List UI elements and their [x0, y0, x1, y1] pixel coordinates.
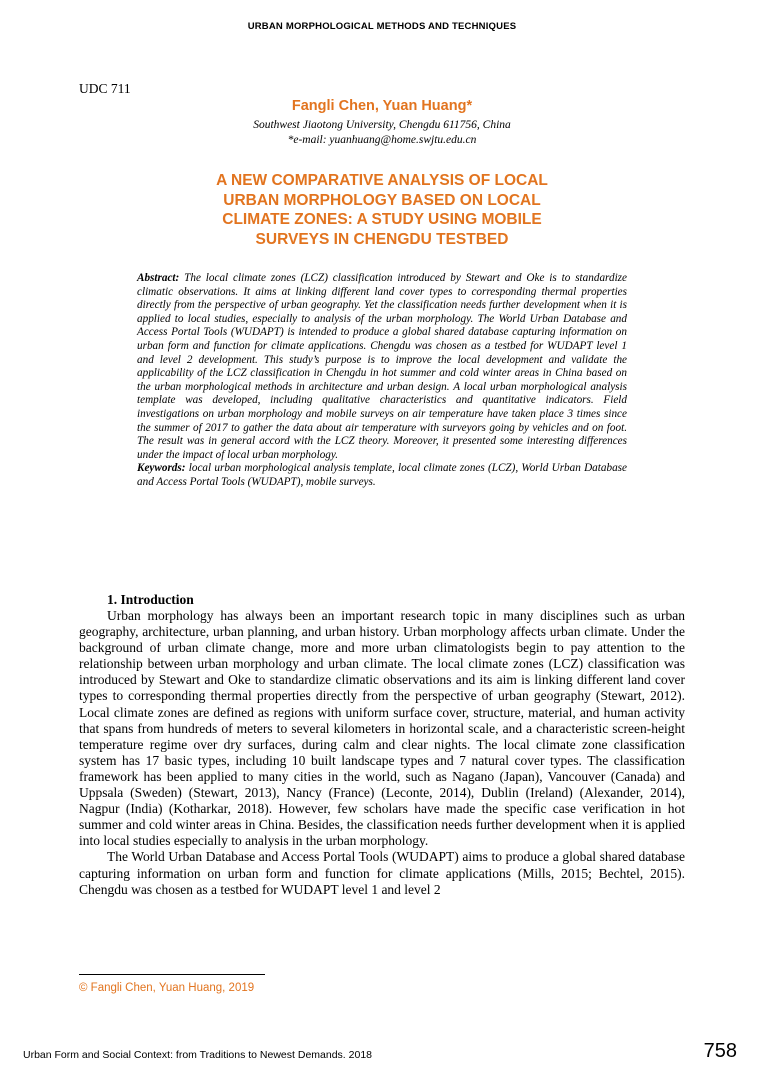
- title-line: URBAN MORPHOLOGY BASED ON LOCAL: [223, 191, 541, 209]
- udc-code: UDC 711: [79, 81, 131, 96]
- body-paragraph: The World Urban Database and Access Portal Tools (WUDAPT) aims to produce a global shared database capturing information on urban form and function for climate applications (Mills, 2015; Bechtel, 2015). Chengdu was chosen as a testbed for WUDAPT level 1 and level 2: [79, 849, 685, 897]
- keywords-text: local urban morphological analysis template, local climate zones (LCZ), World Urban Database and Access Portal Tools (WUDAPT), mobile surveys.: [137, 462, 627, 488]
- section-body: [79, 608, 685, 898]
- affiliation: Southwest Jiaotong University, Chengdu 611756, China: [253, 119, 511, 131]
- abstract-label: Abstract:: [137, 272, 180, 284]
- abstract: [137, 272, 627, 490]
- running-header: URBAN MORPHOLOGICAL METHODS AND TECHNIQUES: [247, 21, 517, 32]
- paper-title: [0, 171, 764, 249]
- author-email: *e-mail: yuanhuang@home.swjtu.edu.cn: [287, 134, 477, 146]
- copyright-notice: © Fangli Chen, Yuan Huang, 2019: [79, 982, 255, 994]
- author-names: Fangli Chen, Yuan Huang*: [291, 98, 473, 114]
- body-paragraph: Urban morphology has always been an important research topic in many disciplines such as urban geography, architecture, urban planning, and urban history. Urban morphology affects urban climate. Under the background of urban climate change, more and more urban climatologists begin to pay attention to the relationship between urban morphology and urban climate. The local climate zones (LCZ) classification was introduced by Stewart and Oke to standardize climatic observations and its aim is linking different land cover types to corresponding thermal properties directly from the perspective of urban geography (Stewart, 2012). Local climate zones are defined as regions with uniform surface cover, structure, material, and human activity that spans from hundreds of meters to several kilometers in horizontal scale, and a characteristic screen-height temperature regime over dry surfaces, during calm and clear nights. The local climate zone classification system has 17 basic types, including 10 built landscape types and 7 natural cover types. The classification framework has been applied to many cities in the world, such as Nagano (Japan), Vancouver (Canada) and Uppsala (Sweden) (Stewart, 2013), Nancy (France) (Leconte, 2014), Dublin (Ireland) (Alexander, 2014), Nagpur (India) (Kotharkar, 2018). However, few scholars have made the specific case verification in hot summer and cold winter areas in China. Besides, the classification needs further development when it is applied into local studies especially to analysis in the urban morphology.: [79, 608, 685, 849]
- page-number: 758: [703, 1040, 737, 1062]
- title-line: A NEW COMPARATIVE ANALYSIS OF LOCAL: [216, 172, 548, 189]
- abstract-text: The local climate zones (LCZ) classification introduced by Stewart and Oke is to standardize climatic observations. It aims at linking different land cover types to corresponding thermal properties directly from the perspective of urban geography. Yet the classification needs further development when it is applied to local studies, especially to analysis of the urban morphology. The World Urban Database and Access Portal Tools (WUDAPT) is intended to produce a global shared database capturing information on urban form and function for climate applications. Chengdu was chosen as a testbed for WUDAPT level 1 and level 2 development. This study’s purpose is to improve the local development and validate the applicability of the LCZ classification in Chengdu in hot summer and cold winter areas in China based on the urban morphological methods in architecture and urban design. A local urban morphological analysis template was developed, including qualitative characteristics and quantitative indicators. Field investigations on urban morphology and mobile surveys on air temperature have taken place 3 times since the summer of 2017 to gather the data about air temperature with surveyors going by vehicles and on foot. The result was in general accord with the LCZ theory. Moreover, it presented some interesting differences under the impact of local urban morphology.: [137, 272, 627, 461]
- footer-source: Urban Form and Social Context: from Traditions to Newest Demands. 2018: [23, 1049, 372, 1061]
- keywords-label: Keywords:: [137, 462, 186, 475]
- title-line: CLIMATE ZONES: A STUDY USING MOBILE: [222, 211, 542, 228]
- title-line: SURVEYS IN CHENGDU TESTBED: [255, 230, 509, 248]
- section-heading: 1. Introduction: [107, 592, 194, 607]
- footnote-divider: [79, 974, 265, 975]
